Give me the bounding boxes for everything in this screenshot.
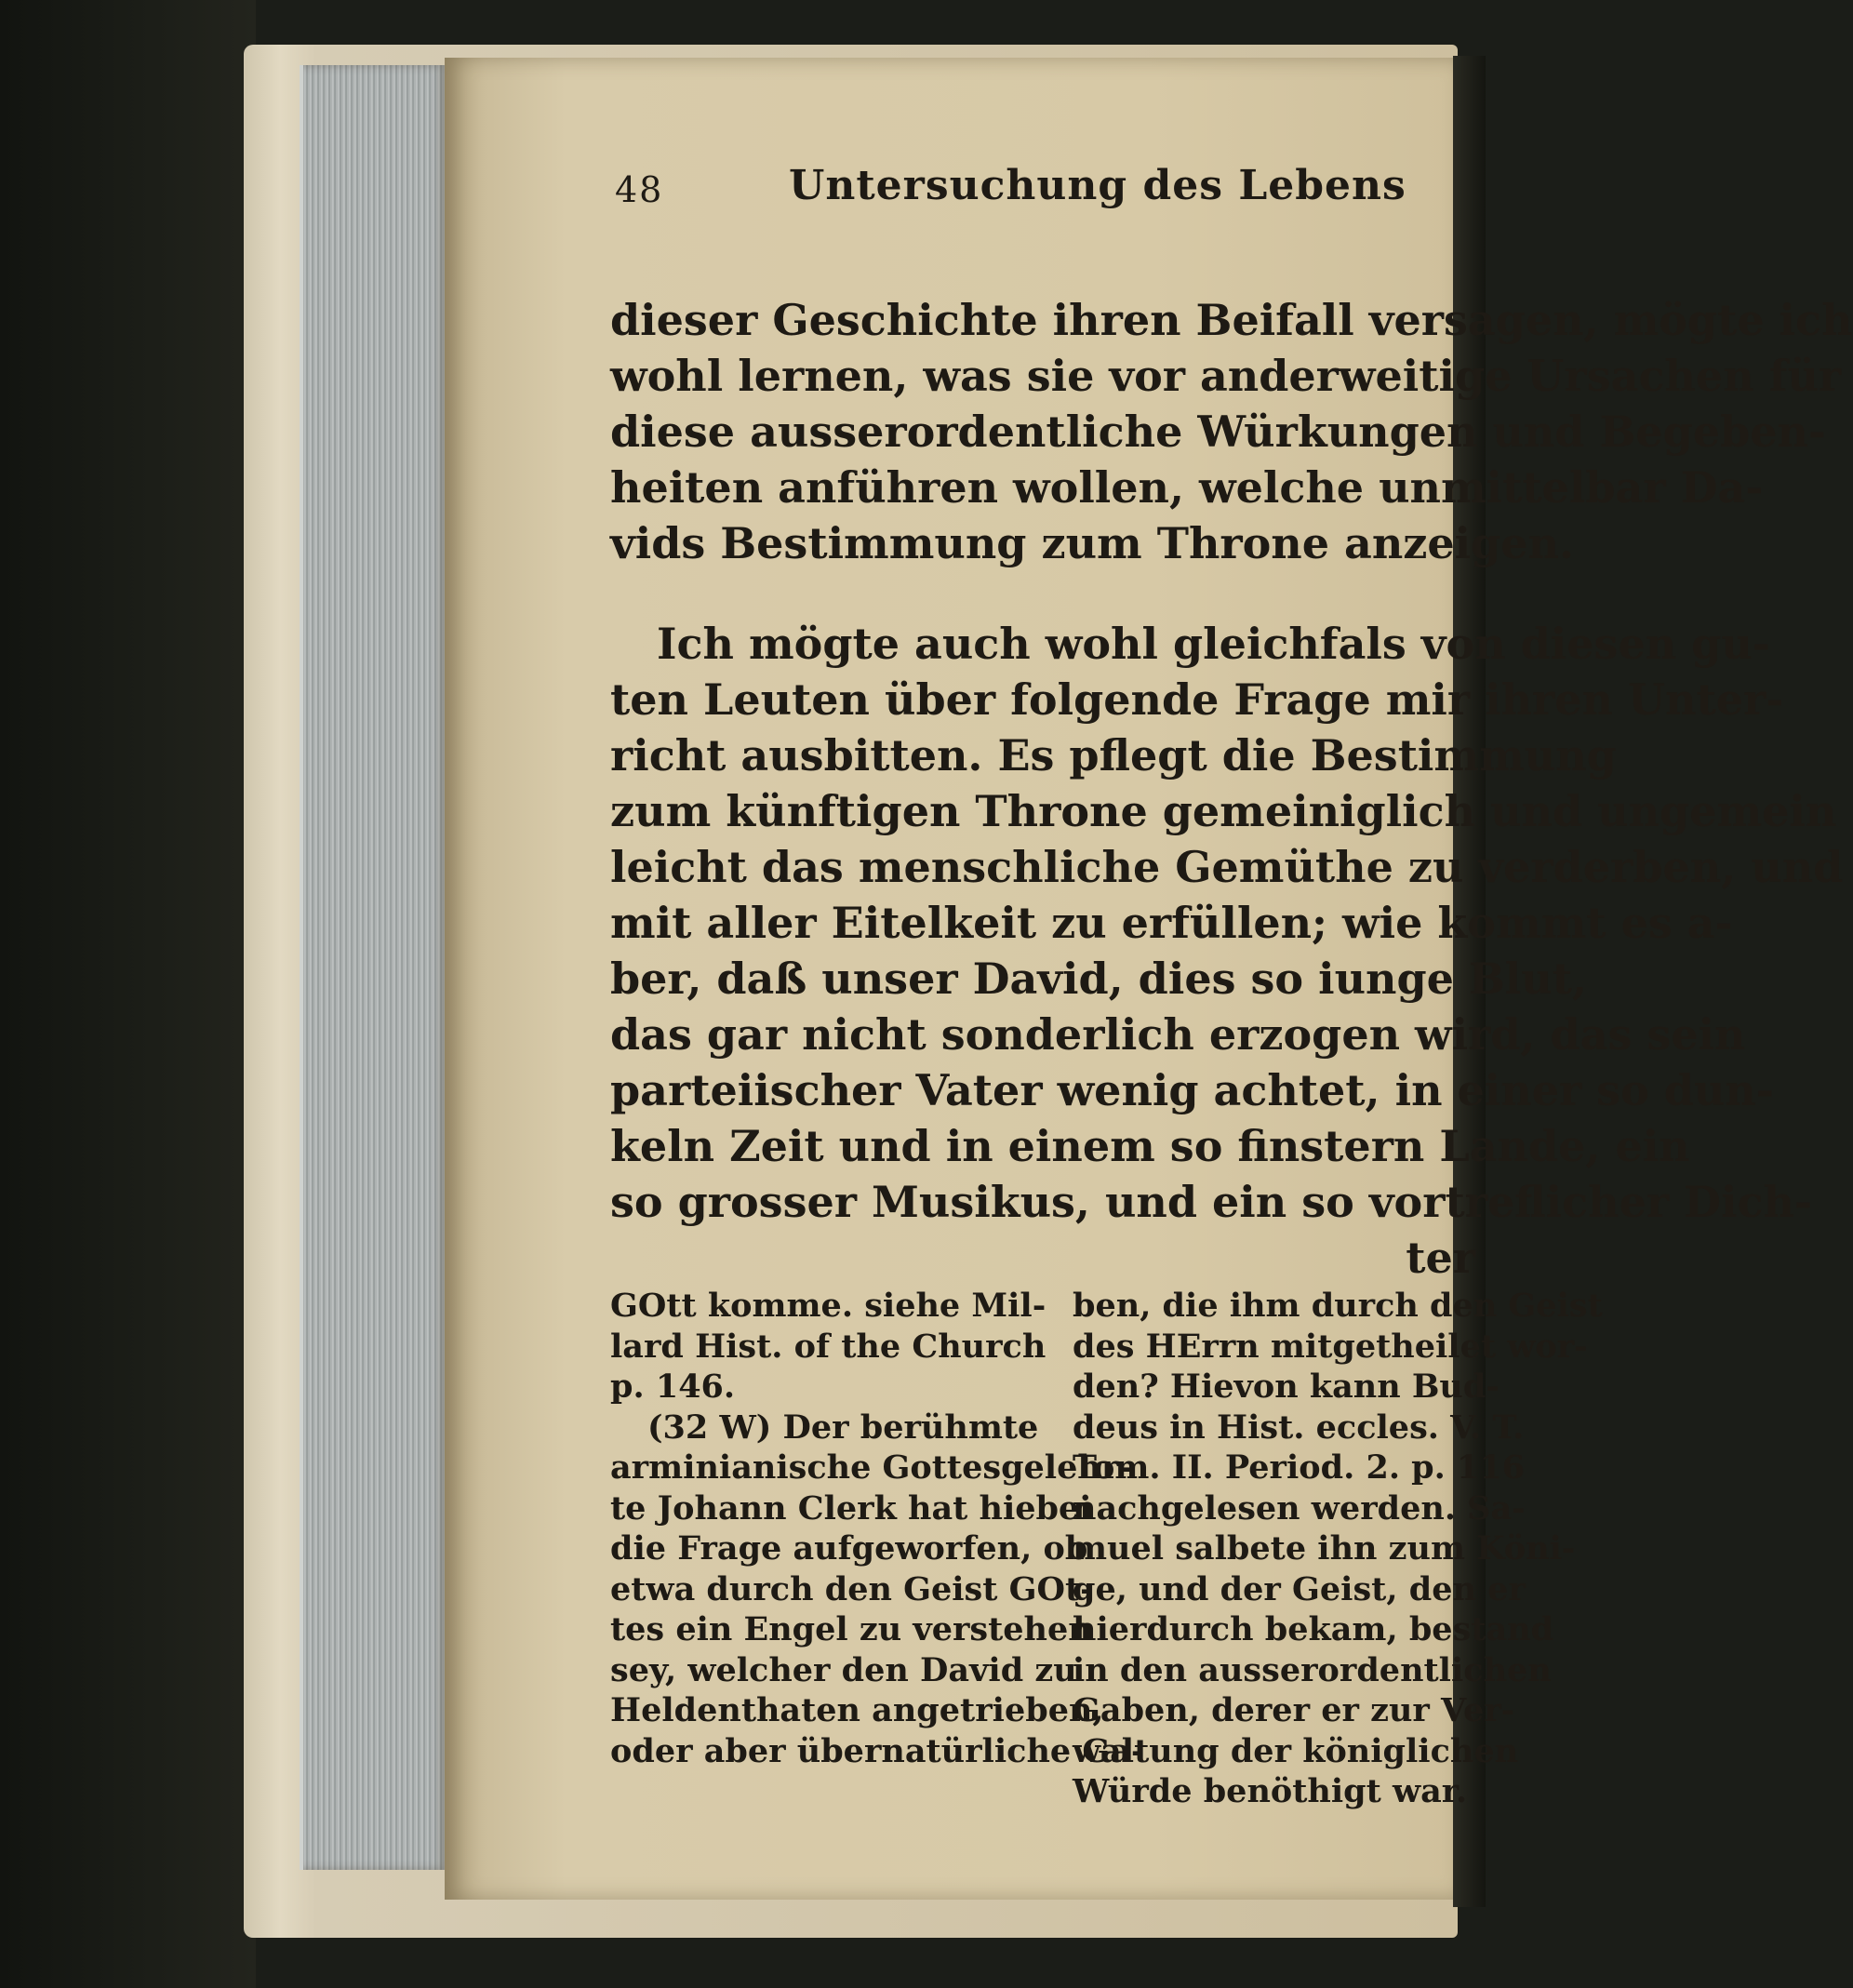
footnote-line: hierdurch bekam, bestand <box>1073 1610 1554 1648</box>
text-line: ten Leuten über folgende Frage mir ihren Unter- <box>610 674 1784 725</box>
footnote-line: Tom. II. Period. 2. p. 116 <box>1073 1448 1526 1487</box>
footnote-line: ben, die ihm durch den Geist <box>1073 1287 1603 1325</box>
paragraph-1 <box>610 292 1853 571</box>
text-line: keln Zeit und in einem so finstern Lande, ein <box>610 1121 1690 1171</box>
footnote-line: (32 W) Der berühmte <box>647 1408 1039 1447</box>
footnote-line: lard Hist. of the Church <box>610 1327 1046 1366</box>
footnote-line: tes ein Engel zu verstehen <box>610 1610 1092 1648</box>
footnote-line: etwa durch den Geist GOt- <box>610 1569 1094 1608</box>
footnote-line: des HErrn mitgetheilet wor- <box>1073 1327 1588 1366</box>
text-line: diese ausserordentliche Würkungen und Begeben- <box>610 407 1827 457</box>
footnote-line: nachgelesen werden. Sa- <box>1073 1488 1526 1528</box>
text-line: parteiischer Vater wenig achtet, in einer so dun- <box>610 1065 1774 1115</box>
footnote-line: Gaben, derer er zur Ver- <box>1073 1691 1515 1729</box>
dark-background <box>0 0 256 1988</box>
text-line: wohl lernen, was sie vor anderweitige Ursachen für <box>610 351 1842 401</box>
footnote-line: ge, und der Geist, den er <box>1073 1569 1526 1608</box>
footnote-line: arminianische Gottesgelehr- <box>610 1448 1132 1487</box>
text-line: das gar nicht sonderlich erzogen wird, das sein <box>610 1009 1746 1060</box>
footnote-line: die Frage aufgeworfen, ob <box>610 1529 1088 1568</box>
footnote-right-column <box>1073 1286 1603 1812</box>
footnote-line: deus in Hist. eccles. V. T. <box>1073 1408 1525 1447</box>
paragraph-2 <box>610 616 1843 1286</box>
footnote-line: muel salbete ihn zum Köni- <box>1073 1529 1576 1568</box>
text-line: so grosser Musikus, und ein so vortreflicher Dich- <box>610 1177 1813 1227</box>
footnote-line: Würde benöthigt war. <box>1073 1772 1468 1810</box>
running-title: Untersuchung des Lebens <box>789 162 1406 209</box>
page-number: 48 <box>615 169 664 210</box>
footnote-line: te Johann Clerk hat hiebei <box>610 1488 1092 1528</box>
footnote-line: in den ausserordentlichen <box>1073 1650 1552 1689</box>
text-line: Ich mögte auch wohl gleichfals von diesen gu- <box>657 619 1770 669</box>
catchword: ter <box>1406 1233 1475 1283</box>
text-line: vids Bestimmung zum Throne anzeigen. <box>610 518 1575 568</box>
text-line: heiten anführen wollen, welche unmittelbar Da- <box>610 462 1764 513</box>
footnote-left-column <box>610 1286 1144 1771</box>
book-page <box>445 58 1853 1900</box>
footnote-line: Heldenthaten angetrieben, <box>610 1691 1104 1729</box>
footnote-line: p. 146. <box>610 1368 736 1406</box>
footnote-line: sey, welcher den David zu <box>610 1650 1077 1689</box>
text-line: leicht das menschliche Gemüthe zu verderben, und <box>610 842 1844 892</box>
page-block-edges <box>300 65 448 1870</box>
text-line: mit aller Eitelkeit zu erfüllen; wie kommt es a- <box>610 898 1733 948</box>
text-line: ber, daß unser David, dies so iunge Blut, <box>610 954 1587 1004</box>
footnote-line: oder aber übernatürliche Ga- <box>610 1731 1145 1770</box>
text-line: richt ausbitten. Es pflegt die Bestimmung <box>610 730 1617 781</box>
text-line: dieser Geschichte ihren Beifall versagen, mögte ich <box>610 295 1853 345</box>
footnote-line: waltung der königlichen <box>1073 1731 1519 1770</box>
footnote-line: GOtt komme. siehe Mil- <box>610 1287 1046 1325</box>
footnote-line: den? Hievon kann Bud- <box>1073 1368 1500 1406</box>
text-line: zum künftigen Throne gemeiniglich und ungemein <box>610 786 1837 836</box>
